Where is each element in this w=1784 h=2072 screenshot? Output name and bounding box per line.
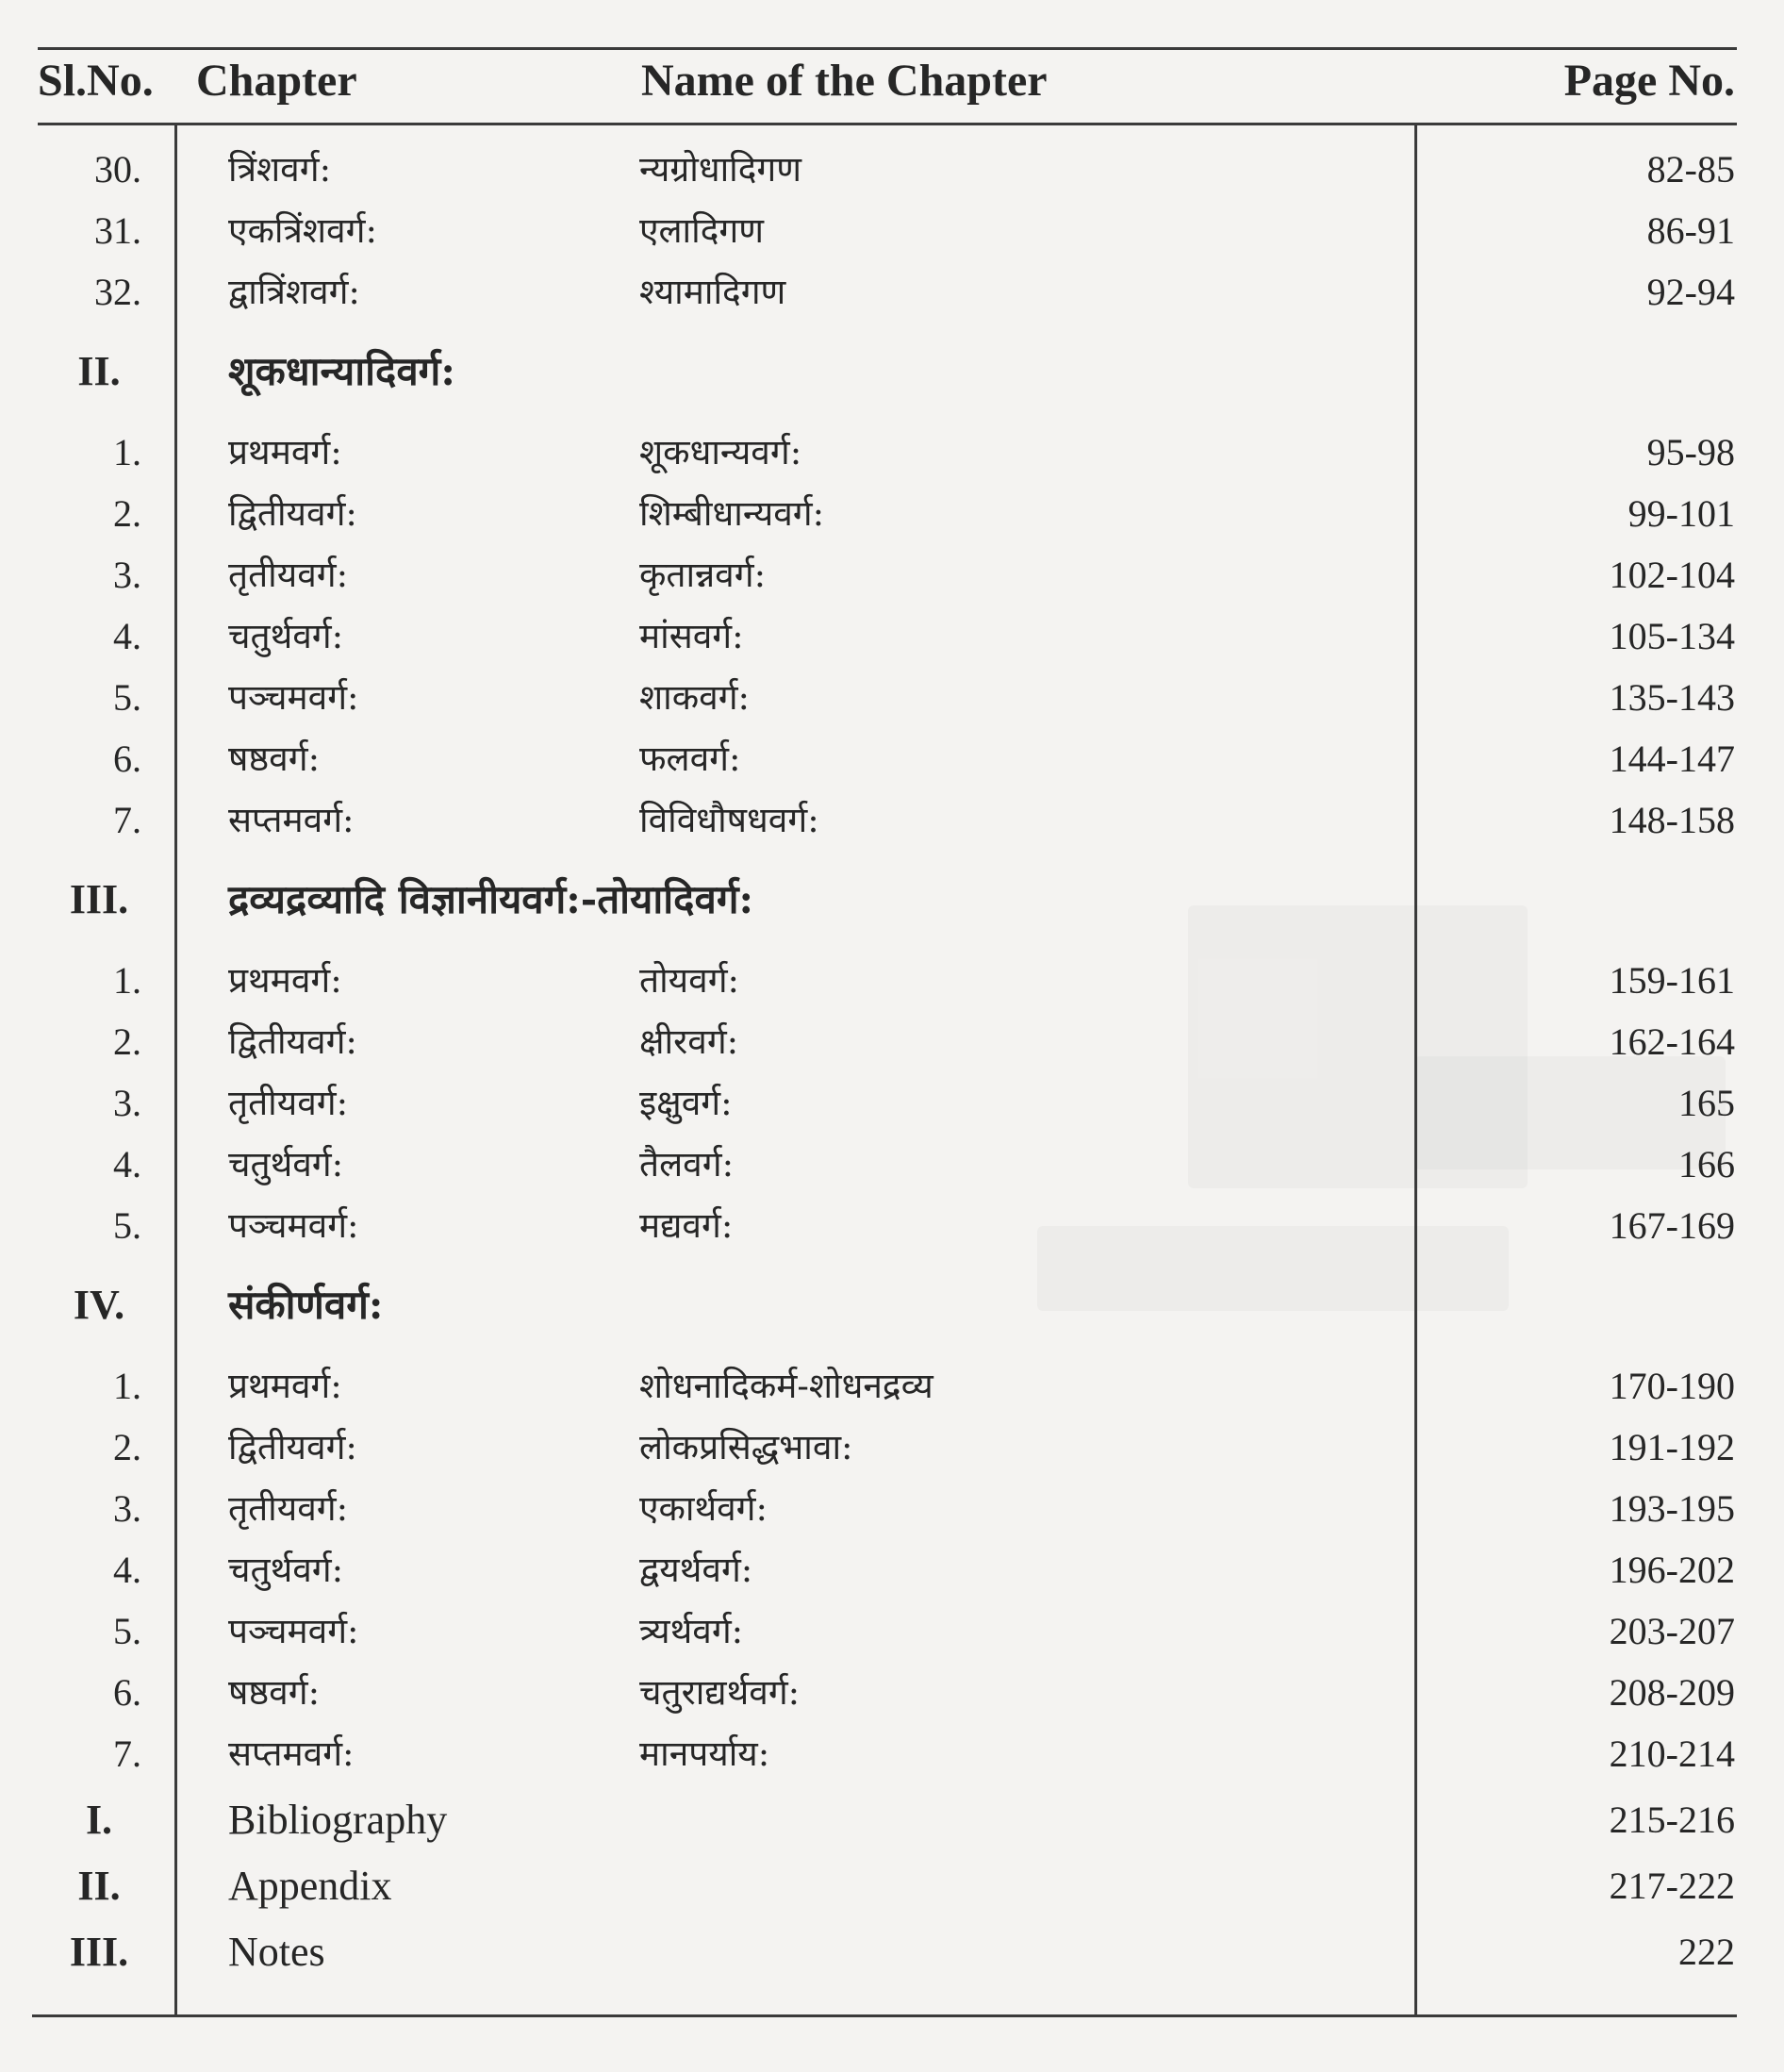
- row-slno: 2.: [113, 492, 141, 535]
- row-chapter: पञ्चमवर्ग:: [228, 677, 359, 718]
- row-chapter-name: क्षीरवर्ग:: [639, 1021, 739, 1062]
- table-row: [0, 1135, 1784, 1195]
- row-chapter-name: शोधनादिकर्म-शोधनद्रव्य: [639, 1366, 933, 1406]
- table-row: [0, 262, 1784, 323]
- row-slno: 3.: [113, 1082, 141, 1124]
- top-rule: [38, 47, 1737, 50]
- header-slno: Sl.No.: [38, 56, 154, 106]
- row-page-no: 215-216: [1609, 1798, 1735, 1841]
- row-chapter: द्वितीयवर्ग:: [228, 1021, 357, 1062]
- row-chapter: षष्ठवर्ग:: [228, 738, 321, 779]
- row-chapter-name: लोकप्रसिद्धभावा:: [639, 1427, 853, 1467]
- back-matter-row: [0, 1922, 1784, 1982]
- row-chapter-name: फलवर्ग:: [639, 738, 741, 779]
- row-slno: 4.: [113, 1549, 141, 1591]
- row-chapter-name: श्यामादिगण: [639, 272, 786, 312]
- row-slno: 6.: [113, 1671, 141, 1714]
- row-chapter-name: शाकवर्ग:: [639, 677, 751, 718]
- row-slno: 3.: [113, 554, 141, 596]
- section-row: [0, 870, 1784, 930]
- table-row: [0, 1540, 1784, 1600]
- table-row: [0, 1663, 1784, 1723]
- row-chapter-name: चतुराद्यर्थवर्ग:: [639, 1672, 801, 1713]
- row-page-no: 105-134: [1609, 615, 1735, 657]
- row-slno: I.: [85, 1797, 113, 1843]
- table-row: [0, 1073, 1784, 1134]
- table-row: [0, 790, 1784, 851]
- row-page-no: 196-202: [1609, 1549, 1735, 1591]
- row-chapter-name: तैलवर्ग:: [639, 1144, 735, 1185]
- table-row: [0, 951, 1784, 1011]
- row-page-no: 222: [1678, 1931, 1735, 1973]
- table-row: [0, 423, 1784, 483]
- row-chapter: Appendix: [228, 1863, 392, 1909]
- row-chapter: द्वितीयवर्ग:: [228, 493, 357, 534]
- row-slno: 31.: [94, 209, 141, 252]
- row-slno: III.: [69, 876, 129, 922]
- header-page-no: Page No.: [1563, 56, 1735, 106]
- table-row: [0, 545, 1784, 605]
- table-row: [0, 1196, 1784, 1256]
- row-chapter: षष्ठवर्ग:: [228, 1672, 321, 1713]
- row-chapter: एकत्रिंशवर्ग:: [228, 210, 377, 251]
- row-chapter: द्वात्रिंशवर्ग:: [228, 272, 360, 312]
- row-page-no: 86-91: [1646, 209, 1735, 252]
- bottom-rule: [32, 2014, 1737, 2017]
- row-chapter-name: विविधौषधवर्ग:: [639, 800, 819, 840]
- row-chapter: त्रिंशवर्ग:: [228, 149, 332, 190]
- table-row: [0, 1012, 1784, 1072]
- row-chapter-name: त्र्यर्थवर्ग:: [639, 1611, 744, 1651]
- row-page-no: 203-207: [1609, 1610, 1735, 1652]
- row-slno: 1.: [113, 959, 141, 1002]
- section-title: संकीर्णवर्ग:: [228, 1282, 384, 1328]
- row-page-no: 208-209: [1609, 1671, 1735, 1714]
- table-row: [0, 484, 1784, 544]
- row-page-no: 144-147: [1609, 738, 1735, 780]
- back-matter-row: [0, 1790, 1784, 1850]
- row-chapter: Notes: [228, 1929, 325, 1975]
- row-chapter: प्रथमवर्ग:: [228, 1366, 342, 1406]
- row-page-no: 165: [1678, 1082, 1735, 1124]
- row-chapter: तृतीयवर्ग:: [228, 555, 349, 595]
- row-chapter: पञ्चमवर्ग:: [228, 1611, 359, 1651]
- row-slno: 5.: [113, 1204, 141, 1247]
- row-chapter: चतुर्थवर्ग:: [228, 1144, 344, 1185]
- row-chapter-name: द्वयर्थवर्ग:: [639, 1550, 753, 1590]
- row-slno: III.: [69, 1929, 129, 1975]
- row-chapter-name: एकार्थवर्ग:: [639, 1488, 768, 1529]
- row-slno: 7.: [113, 799, 141, 841]
- table-row: [0, 1356, 1784, 1417]
- row-chapter: सप्तमवर्ग:: [228, 1733, 355, 1774]
- section-row: [0, 341, 1784, 402]
- row-chapter-name: कृतान्नवर्ग:: [639, 555, 767, 595]
- row-page-no: 92-94: [1646, 271, 1735, 313]
- table-row: [0, 1724, 1784, 1784]
- row-slno: 30.: [94, 148, 141, 191]
- row-slno: 5.: [113, 1610, 141, 1652]
- table-row: [0, 1417, 1784, 1478]
- row-slno: 7.: [113, 1732, 141, 1775]
- row-page-no: 162-164: [1609, 1020, 1735, 1063]
- header-name-of-chapter: Name of the Chapter: [641, 56, 1048, 106]
- section-title: शूकधान्यादिवर्ग:: [228, 348, 455, 394]
- table-row: [0, 1479, 1784, 1539]
- header-chapter: Chapter: [196, 56, 357, 106]
- row-chapter-name: न्यग्रोधादिगण: [639, 149, 801, 190]
- row-slno: 4.: [113, 615, 141, 657]
- row-chapter: चतुर्थवर्ग:: [228, 616, 344, 656]
- table-row: [0, 729, 1784, 789]
- row-slno: 2.: [113, 1020, 141, 1063]
- row-chapter-name: मानपर्याय:: [639, 1733, 770, 1774]
- row-page-no: 82-85: [1646, 148, 1735, 191]
- row-chapter-name: इक्षुवर्ग:: [639, 1083, 733, 1123]
- row-page-no: 193-195: [1609, 1487, 1735, 1530]
- row-page-no: 167-169: [1609, 1204, 1735, 1247]
- row-page-no: 135-143: [1609, 676, 1735, 719]
- table-row: [0, 668, 1784, 728]
- table-row: [0, 201, 1784, 261]
- row-chapter: सप्तमवर्ग:: [228, 800, 355, 840]
- row-page-no: 210-214: [1609, 1732, 1735, 1775]
- section-row: [0, 1275, 1784, 1335]
- header-rule: [38, 123, 1737, 125]
- row-chapter: पञ्चमवर्ग:: [228, 1205, 359, 1246]
- row-page-no: 166: [1678, 1143, 1735, 1185]
- row-chapter: तृतीयवर्ग:: [228, 1083, 349, 1123]
- row-slno: 1.: [113, 1365, 141, 1407]
- row-slno: 2.: [113, 1426, 141, 1468]
- table-row: [0, 140, 1784, 200]
- row-page-no: 191-192: [1609, 1426, 1735, 1468]
- row-page-no: 95-98: [1646, 431, 1735, 473]
- row-chapter: प्रथमवर्ग:: [228, 960, 342, 1001]
- row-chapter: चतुर्थवर्ग:: [228, 1550, 344, 1590]
- row-page-no: 102-104: [1609, 554, 1735, 596]
- row-slno: 4.: [113, 1143, 141, 1185]
- row-slno: 6.: [113, 738, 141, 780]
- row-page-no: 159-161: [1609, 959, 1735, 1002]
- row-chapter: तृतीयवर्ग:: [228, 1488, 349, 1529]
- row-chapter-name: एलादिगण: [639, 210, 764, 251]
- row-slno: 5.: [113, 676, 141, 719]
- row-slno: 1.: [113, 431, 141, 473]
- row-slno: IV.: [73, 1282, 125, 1328]
- table-row: [0, 606, 1784, 667]
- row-chapter-name: मांसवर्ग:: [639, 616, 744, 656]
- row-chapter-name: तोयवर्ग:: [639, 960, 740, 1001]
- section-title: द्रव्यद्रव्यादि विज्ञानीयवर्ग:-तोयादिवर्ग:: [228, 876, 753, 922]
- row-chapter-name: मद्यवर्ग:: [639, 1205, 734, 1246]
- table-row: [0, 1601, 1784, 1662]
- row-slno: II.: [77, 1863, 121, 1909]
- back-matter-row: [0, 1856, 1784, 1916]
- row-page-no: 99-101: [1627, 492, 1735, 535]
- row-chapter-name: शिम्बीधान्यवर्ग:: [639, 493, 825, 534]
- row-chapter: प्रथमवर्ग:: [228, 432, 342, 472]
- row-page-no: 148-158: [1609, 799, 1735, 841]
- row-slno: II.: [77, 348, 121, 394]
- row-page-no: 217-222: [1609, 1865, 1735, 1907]
- row-chapter: Bibliography: [228, 1797, 448, 1843]
- row-page-no: 170-190: [1609, 1365, 1735, 1407]
- row-slno: 32.: [94, 271, 141, 313]
- row-slno: 3.: [113, 1487, 141, 1530]
- row-chapter: द्वितीयवर्ग:: [228, 1427, 357, 1467]
- row-chapter-name: शूकधान्यवर्ग:: [639, 432, 802, 472]
